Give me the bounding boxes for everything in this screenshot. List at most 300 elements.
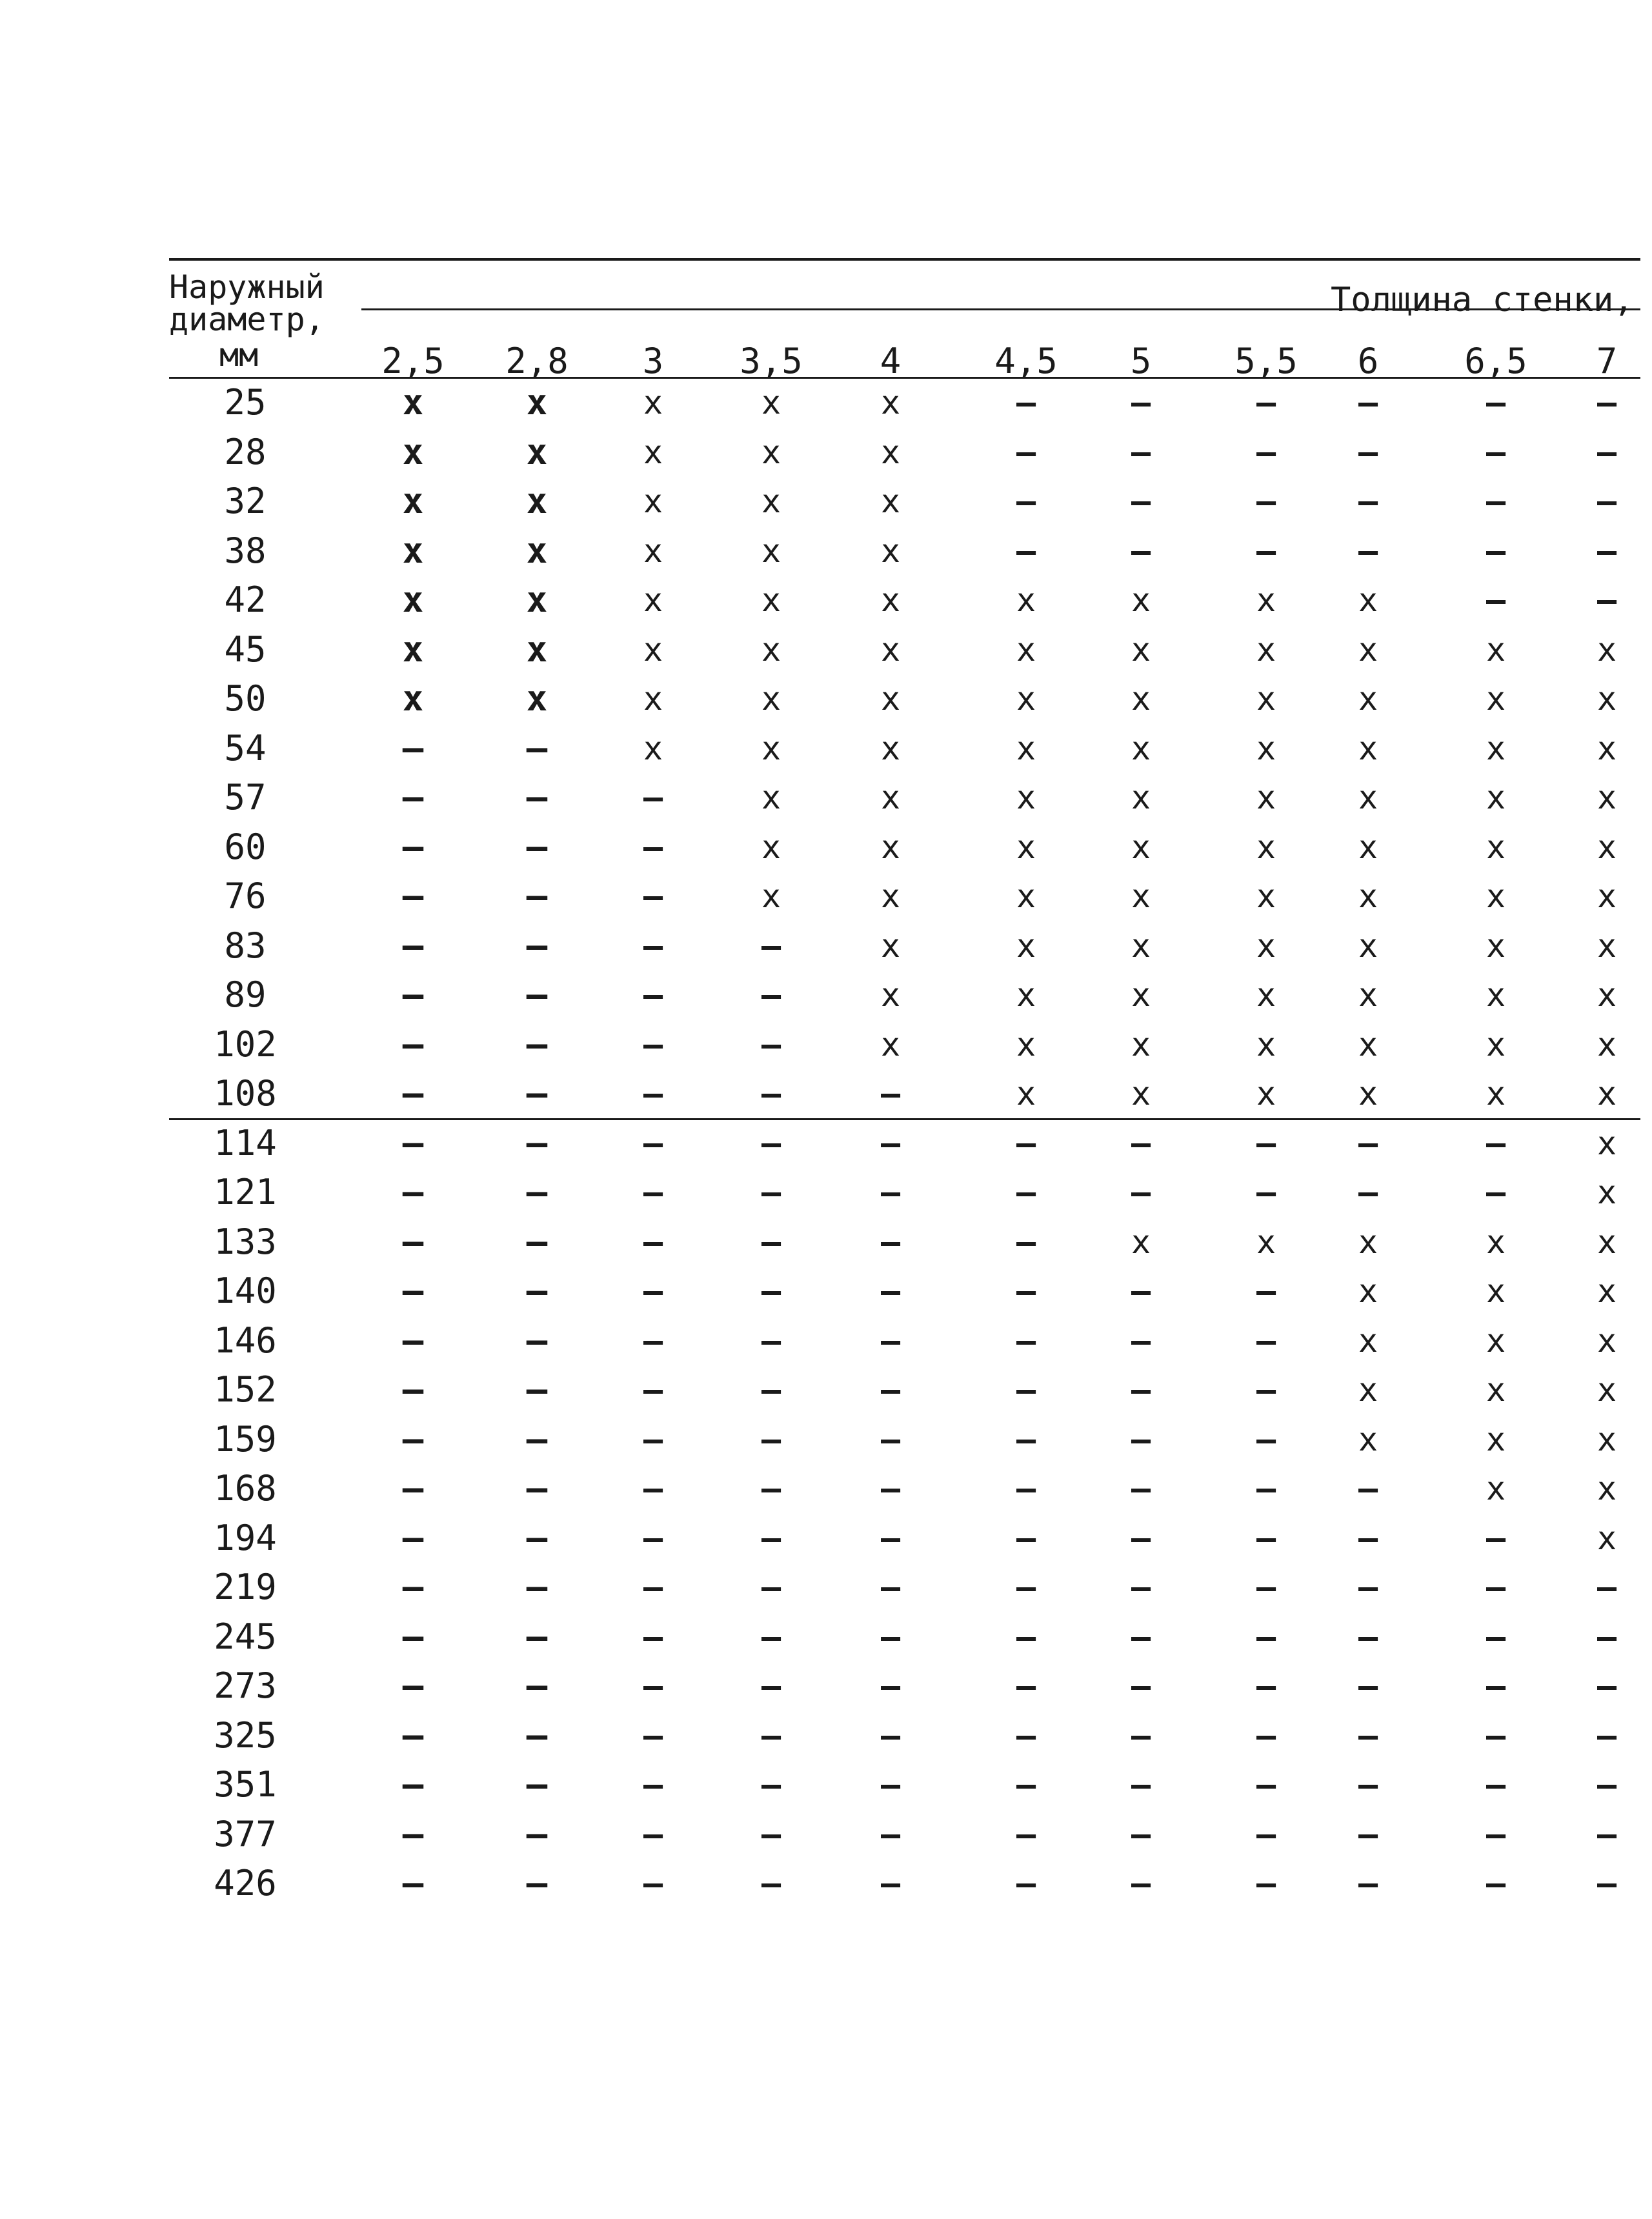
- cell-dash-mark: –: [1256, 1321, 1276, 1360]
- outer-diameter: 152: [214, 1369, 277, 1410]
- cell-available-mark: x: [643, 532, 663, 570]
- cell-dash-mark: –: [1486, 1815, 1506, 1853]
- table-row: [0, 1662, 1652, 1711]
- outer-diameter: 351: [214, 1764, 277, 1805]
- row-label-line-1: Наружный: [169, 268, 325, 306]
- cell-dash-mark: –: [402, 1714, 424, 1756]
- outer-diameter: 32: [224, 481, 267, 521]
- cell-dash-mark: –: [880, 1272, 901, 1310]
- table-row: [0, 1711, 1652, 1760]
- cell-available-mark: x: [526, 628, 548, 670]
- cell-dash-mark: –: [526, 1221, 548, 1262]
- outer-diameter: 219: [214, 1567, 277, 1607]
- cell-dash-mark: –: [1358, 1174, 1378, 1211]
- cell-dash-mark: –: [402, 1863, 424, 1903]
- cell-dash-mark: –: [1131, 1272, 1151, 1310]
- cell-available-mark: x: [1256, 581, 1276, 619]
- cell-available-mark: x: [1358, 630, 1378, 668]
- cell-dash-mark: –: [1256, 1371, 1276, 1409]
- outer-diameter: 38: [224, 530, 267, 571]
- cell-dash-mark: –: [1486, 384, 1506, 421]
- cell-dash-mark: –: [1131, 1865, 1151, 1902]
- cell-available-mark: x: [761, 532, 781, 570]
- table-row: [0, 921, 1652, 970]
- cell-dash-mark: –: [1358, 1569, 1378, 1606]
- cell-dash-mark: –: [1016, 1272, 1036, 1310]
- cell-dash-mark: –: [526, 1468, 548, 1509]
- cell-dash-mark: –: [402, 1122, 424, 1163]
- cell-available-mark: x: [761, 581, 781, 619]
- cell-dash-mark: –: [1256, 483, 1276, 520]
- cell-dash-mark: –: [402, 1616, 424, 1657]
- cell-available-mark: x: [1016, 680, 1036, 718]
- cell-available-mark: x: [1597, 1075, 1617, 1112]
- cell-dash-mark: –: [1016, 1174, 1036, 1211]
- cell-available-mark: x: [1486, 1371, 1506, 1409]
- cell-dash-mark: –: [643, 878, 663, 915]
- cell-dash-mark: –: [526, 974, 548, 1015]
- cell-available-mark: x: [526, 530, 548, 571]
- cell-available-mark: x: [1016, 729, 1036, 767]
- cell-dash-mark: –: [402, 1023, 424, 1065]
- outer-diameter: 102: [214, 1023, 277, 1065]
- cell-dash-mark: –: [761, 1223, 781, 1261]
- cell-dash-mark: –: [402, 925, 424, 966]
- cell-available-mark: x: [643, 630, 663, 668]
- cell-available-mark: x: [1131, 878, 1151, 915]
- outer-diameter: 325: [214, 1714, 277, 1756]
- table-row: [0, 1859, 1652, 1908]
- cell-dash-mark: –: [1358, 1766, 1378, 1803]
- cell-dash-mark: –: [880, 1075, 901, 1112]
- cell-dash-mark: –: [526, 1369, 548, 1410]
- table-row: [0, 1267, 1652, 1316]
- cell-dash-mark: –: [643, 1025, 663, 1063]
- cell-available-mark: x: [1486, 729, 1506, 767]
- cell-dash-mark: –: [1358, 1519, 1378, 1557]
- cell-dash-mark: –: [1016, 1321, 1036, 1360]
- cell-available-mark: x: [1131, 1223, 1151, 1261]
- cell-dash-mark: –: [1131, 1371, 1151, 1409]
- cell-dash-mark: –: [402, 1567, 424, 1607]
- cell-dash-mark: –: [880, 1420, 901, 1458]
- cell-dash-mark: –: [880, 1865, 901, 1902]
- cell-dash-mark: –: [643, 1371, 663, 1409]
- cell-available-mark: x: [1486, 1321, 1506, 1360]
- cell-dash-mark: –: [402, 876, 424, 916]
- cell-available-mark: x: [1131, 729, 1151, 767]
- cell-dash-mark: –: [526, 1714, 548, 1756]
- cell-available-mark: x: [880, 483, 901, 520]
- cell-available-mark: x: [1486, 1025, 1506, 1063]
- cell-dash-mark: –: [1131, 1321, 1151, 1360]
- cell-dash-mark: –: [526, 1813, 548, 1854]
- cell-dash-mark: –: [1256, 384, 1276, 421]
- cell-dash-mark: –: [761, 1569, 781, 1606]
- cell-available-mark: x: [1256, 630, 1276, 668]
- column-header: 5: [1130, 341, 1152, 381]
- cell-available-mark: x: [761, 483, 781, 520]
- cell-dash-mark: –: [1016, 1815, 1036, 1853]
- cell-dash-mark: –: [1597, 1815, 1617, 1853]
- cell-available-mark: x: [643, 581, 663, 619]
- cell-available-mark: x: [1016, 828, 1036, 866]
- table-row: [0, 1020, 1652, 1069]
- cell-dash-mark: –: [1486, 1667, 1506, 1705]
- cell-dash-mark: –: [643, 1174, 663, 1211]
- table-row: [0, 1563, 1652, 1612]
- cell-dash-mark: –: [643, 1569, 663, 1606]
- cell-available-mark: x: [1358, 1272, 1378, 1310]
- cell-dash-mark: –: [761, 1470, 781, 1507]
- cell-available-mark: x: [1358, 976, 1378, 1014]
- cell-dash-mark: –: [1256, 1667, 1276, 1705]
- cell-dash-mark: –: [402, 1468, 424, 1509]
- outer-diameter: 114: [214, 1122, 277, 1163]
- cell-available-mark: x: [1131, 680, 1151, 718]
- cell-dash-mark: –: [402, 1764, 424, 1805]
- cell-dash-mark: –: [1016, 532, 1036, 570]
- cell-dash-mark: –: [1016, 1618, 1036, 1656]
- cell-dash-mark: –: [1131, 1766, 1151, 1803]
- cell-available-mark: x: [761, 630, 781, 668]
- cell-available-mark: x: [880, 384, 901, 421]
- table-row: [0, 1514, 1652, 1563]
- cell-dash-mark: –: [1256, 1716, 1276, 1754]
- cell-dash-mark: –: [1131, 1667, 1151, 1705]
- cell-dash-mark: –: [880, 1618, 901, 1656]
- cell-available-mark: x: [1256, 729, 1276, 767]
- cell-available-mark: x: [1256, 828, 1276, 866]
- cell-dash-mark: –: [1486, 1766, 1506, 1803]
- cell-dash-mark: –: [1358, 384, 1378, 421]
- cell-dash-mark: –: [1131, 1618, 1151, 1656]
- cell-dash-mark: –: [526, 1270, 548, 1311]
- outer-diameter: 426: [214, 1863, 277, 1903]
- cell-dash-mark: –: [880, 1371, 901, 1409]
- table-row: [0, 477, 1652, 526]
- cell-dash-mark: –: [402, 974, 424, 1015]
- cell-dash-mark: –: [1016, 1470, 1036, 1507]
- cell-available-mark: x: [761, 878, 781, 915]
- cell-available-mark: x: [1486, 1420, 1506, 1458]
- cell-dash-mark: –: [1131, 1815, 1151, 1853]
- cell-available-mark: x: [1597, 1519, 1617, 1557]
- cell-dash-mark: –: [1358, 1667, 1378, 1705]
- table-row: [0, 378, 1652, 427]
- cell-dash-mark: –: [526, 1418, 548, 1460]
- cell-dash-mark: –: [402, 1073, 424, 1114]
- cell-dash-mark: –: [526, 1023, 548, 1065]
- cell-dash-mark: –: [643, 1075, 663, 1112]
- cell-dash-mark: –: [643, 1470, 663, 1507]
- cell-available-mark: x: [402, 431, 424, 472]
- cell-dash-mark: –: [526, 1665, 548, 1706]
- cell-available-mark: x: [761, 828, 781, 866]
- cell-dash-mark: –: [526, 1517, 548, 1558]
- cell-dash-mark: –: [643, 927, 663, 965]
- cell-available-mark: x: [1358, 828, 1378, 866]
- cell-available-mark: x: [1358, 1075, 1378, 1112]
- cell-dash-mark: –: [761, 976, 781, 1014]
- outer-diameter: 54: [224, 727, 267, 768]
- cell-available-mark: x: [1486, 1470, 1506, 1507]
- cell-dash-mark: –: [1597, 433, 1617, 471]
- cell-available-mark: x: [1486, 878, 1506, 915]
- cell-dash-mark: –: [643, 1519, 663, 1557]
- outer-diameter: 50: [224, 678, 267, 719]
- cell-dash-mark: –: [1256, 1815, 1276, 1853]
- cell-dash-mark: –: [761, 1716, 781, 1754]
- cell-dash-mark: –: [1016, 1766, 1036, 1803]
- cell-dash-mark: –: [1131, 1519, 1151, 1557]
- cell-dash-mark: –: [402, 777, 424, 818]
- cell-dash-mark: –: [1016, 1124, 1036, 1162]
- cell-available-mark: x: [1256, 976, 1276, 1014]
- cell-dash-mark: –: [1256, 1470, 1276, 1507]
- table-row: [0, 1316, 1652, 1365]
- cell-available-mark: x: [1486, 1223, 1506, 1261]
- table-row: [0, 1218, 1652, 1267]
- cell-dash-mark: –: [1256, 1124, 1276, 1162]
- cell-available-mark: x: [880, 927, 901, 965]
- cell-dash-mark: –: [1486, 483, 1506, 520]
- cell-available-mark: x: [880, 630, 901, 668]
- cell-dash-mark: –: [1486, 1618, 1506, 1656]
- cell-available-mark: x: [643, 384, 663, 421]
- cell-dash-mark: –: [1597, 581, 1617, 619]
- cell-dash-mark: –: [1131, 1716, 1151, 1754]
- cell-dash-mark: –: [1597, 1865, 1617, 1902]
- cell-dash-mark: –: [1016, 433, 1036, 471]
- cell-dash-mark: –: [1256, 1420, 1276, 1458]
- cell-dash-mark: –: [1358, 1716, 1378, 1754]
- cell-dash-mark: –: [1597, 1618, 1617, 1656]
- outer-diameter: 25: [224, 382, 267, 423]
- cell-dash-mark: –: [643, 1667, 663, 1705]
- cell-available-mark: x: [1016, 878, 1036, 915]
- table-row: [0, 872, 1652, 921]
- cell-available-mark: x: [1597, 1371, 1617, 1409]
- cell-dash-mark: –: [1486, 581, 1506, 619]
- outer-diameter: 168: [214, 1468, 277, 1509]
- cell-dash-mark: –: [1486, 1569, 1506, 1606]
- cell-dash-mark: –: [643, 1223, 663, 1261]
- cell-dash-mark: –: [880, 1716, 901, 1754]
- cell-dash-mark: –: [1358, 1470, 1378, 1507]
- cell-available-mark: x: [1597, 878, 1617, 915]
- cell-dash-mark: –: [1358, 1618, 1378, 1656]
- wall-thickness-label: Толщина стенки,: [1331, 281, 1634, 319]
- cell-dash-mark: –: [402, 1270, 424, 1311]
- table-row: [0, 1168, 1652, 1217]
- cell-dash-mark: –: [761, 1124, 781, 1162]
- cell-dash-mark: –: [1131, 1470, 1151, 1507]
- table-row: [0, 1612, 1652, 1662]
- cell-dash-mark: –: [526, 1863, 548, 1903]
- outer-diameter: 60: [224, 826, 267, 867]
- cell-available-mark: x: [1358, 1321, 1378, 1360]
- cell-dash-mark: –: [1016, 483, 1036, 520]
- cell-dash-mark: –: [1016, 1420, 1036, 1458]
- outer-diameter: 76: [224, 876, 267, 916]
- cell-available-mark: x: [402, 481, 424, 521]
- cell-dash-mark: –: [526, 925, 548, 966]
- cell-dash-mark: –: [1016, 1865, 1036, 1902]
- table-row: [0, 527, 1652, 576]
- cell-dash-mark: –: [1131, 433, 1151, 471]
- outer-diameter: 146: [214, 1320, 277, 1361]
- cell-dash-mark: –: [643, 828, 663, 866]
- cell-available-mark: x: [1597, 1420, 1617, 1458]
- cell-dash-mark: –: [402, 727, 424, 768]
- cell-dash-mark: –: [880, 1470, 901, 1507]
- cell-dash-mark: –: [1016, 1371, 1036, 1409]
- cell-dash-mark: –: [1256, 1865, 1276, 1902]
- cell-dash-mark: –: [643, 976, 663, 1014]
- cell-dash-mark: –: [761, 1815, 781, 1853]
- cell-available-mark: x: [1131, 779, 1151, 816]
- cell-dash-mark: –: [880, 1321, 901, 1360]
- cell-dash-mark: –: [402, 1418, 424, 1460]
- cell-available-mark: x: [1358, 729, 1378, 767]
- cell-dash-mark: –: [1131, 1420, 1151, 1458]
- cell-available-mark: x: [526, 678, 548, 719]
- cell-available-mark: x: [1016, 779, 1036, 816]
- cell-dash-mark: –: [1486, 1519, 1506, 1557]
- cell-available-mark: x: [1131, 1075, 1151, 1112]
- cell-dash-mark: –: [1486, 1716, 1506, 1754]
- outer-diameter: 194: [214, 1517, 277, 1558]
- column-header: 6,5: [1464, 341, 1527, 381]
- table-row: [0, 1464, 1652, 1513]
- cell-available-mark: x: [1358, 581, 1378, 619]
- cell-dash-mark: –: [1486, 1174, 1506, 1211]
- cell-dash-mark: –: [1016, 1519, 1036, 1557]
- cell-available-mark: x: [526, 431, 548, 472]
- outer-diameter: 121: [214, 1172, 277, 1212]
- table-row: [0, 674, 1652, 723]
- cell-available-mark: x: [1358, 878, 1378, 915]
- cell-dash-mark: –: [1597, 1716, 1617, 1754]
- table-row: [0, 1119, 1652, 1168]
- column-header: 4: [880, 341, 902, 381]
- table-row: [0, 1415, 1652, 1464]
- table-row: [0, 823, 1652, 872]
- cell-dash-mark: –: [402, 1665, 424, 1706]
- cell-dash-mark: –: [643, 1420, 663, 1458]
- cell-available-mark: x: [761, 779, 781, 816]
- cell-available-mark: x: [1131, 828, 1151, 866]
- cell-available-mark: x: [1016, 581, 1036, 619]
- cell-available-mark: x: [526, 579, 548, 620]
- cell-dash-mark: –: [761, 1420, 781, 1458]
- cell-available-mark: x: [880, 779, 901, 816]
- cell-available-mark: x: [1486, 828, 1506, 866]
- cell-dash-mark: –: [761, 1075, 781, 1112]
- cell-available-mark: x: [1486, 779, 1506, 816]
- cell-available-mark: x: [761, 729, 781, 767]
- cell-available-mark: x: [643, 483, 663, 520]
- column-header: 6: [1357, 341, 1379, 381]
- cell-available-mark: x: [1597, 1223, 1617, 1261]
- cell-dash-mark: –: [1486, 1124, 1506, 1162]
- cell-available-mark: x: [1016, 630, 1036, 668]
- cell-dash-mark: –: [1016, 1223, 1036, 1261]
- cell-available-mark: x: [1597, 779, 1617, 816]
- cell-available-mark: x: [761, 433, 781, 471]
- outer-diameter: 159: [214, 1418, 277, 1460]
- cell-dash-mark: –: [1358, 1815, 1378, 1853]
- cell-dash-mark: –: [1597, 384, 1617, 421]
- cell-dash-mark: –: [880, 1124, 901, 1162]
- cell-dash-mark: –: [761, 1519, 781, 1557]
- cell-available-mark: x: [1358, 680, 1378, 718]
- cell-dash-mark: –: [1131, 384, 1151, 421]
- row-label-line-2: диаметр,: [169, 301, 325, 338]
- cell-dash-mark: –: [1597, 532, 1617, 570]
- cell-dash-mark: –: [402, 1369, 424, 1410]
- cell-dash-mark: –: [1256, 1174, 1276, 1211]
- cell-available-mark: x: [526, 481, 548, 521]
- cell-dash-mark: –: [880, 1569, 901, 1606]
- cell-dash-mark: –: [1256, 1272, 1276, 1310]
- cell-available-mark: x: [880, 1025, 901, 1063]
- cell-available-mark: x: [1016, 976, 1036, 1014]
- cell-dash-mark: –: [526, 1567, 548, 1607]
- cell-dash-mark: –: [761, 1321, 781, 1360]
- column-header: 4,5: [994, 341, 1058, 381]
- cell-dash-mark: –: [643, 1716, 663, 1754]
- cell-dash-mark: –: [1597, 1667, 1617, 1705]
- outer-diameter: 57: [224, 777, 267, 818]
- cell-available-mark: x: [1256, 1075, 1276, 1112]
- cell-dash-mark: –: [1358, 1865, 1378, 1902]
- table-row: [0, 724, 1652, 773]
- cell-dash-mark: –: [1256, 532, 1276, 570]
- column-header: 3: [642, 341, 664, 381]
- cell-dash-mark: –: [526, 727, 548, 768]
- top-rule: [169, 258, 1640, 261]
- cell-available-mark: x: [880, 581, 901, 619]
- cell-available-mark: x: [1597, 1025, 1617, 1063]
- row-label-line-3: мм: [219, 336, 259, 374]
- cell-dash-mark: –: [402, 1320, 424, 1361]
- cell-dash-mark: –: [1358, 483, 1378, 520]
- cell-dash-mark: –: [1256, 1618, 1276, 1656]
- cell-available-mark: x: [1131, 581, 1151, 619]
- table-row: [0, 576, 1652, 625]
- cell-dash-mark: –: [1256, 1519, 1276, 1557]
- cell-dash-mark: –: [1597, 483, 1617, 520]
- cell-dash-mark: –: [1016, 1667, 1036, 1705]
- column-header: 7: [1596, 341, 1618, 381]
- cell-dash-mark: –: [1486, 1865, 1506, 1902]
- cell-dash-mark: –: [1131, 1124, 1151, 1162]
- cell-dash-mark: –: [526, 777, 548, 818]
- cell-dash-mark: –: [526, 876, 548, 916]
- cell-dash-mark: –: [526, 1122, 548, 1163]
- cell-available-mark: x: [1597, 1470, 1617, 1507]
- cell-dash-mark: –: [761, 1618, 781, 1656]
- cell-dash-mark: –: [1597, 1766, 1617, 1803]
- cell-dash-mark: –: [643, 1766, 663, 1803]
- cell-dash-mark: –: [402, 1221, 424, 1262]
- cell-dash-mark: –: [1016, 384, 1036, 421]
- cell-dash-mark: –: [643, 1321, 663, 1360]
- cell-available-mark: x: [1358, 779, 1378, 816]
- cell-dash-mark: –: [1131, 1569, 1151, 1606]
